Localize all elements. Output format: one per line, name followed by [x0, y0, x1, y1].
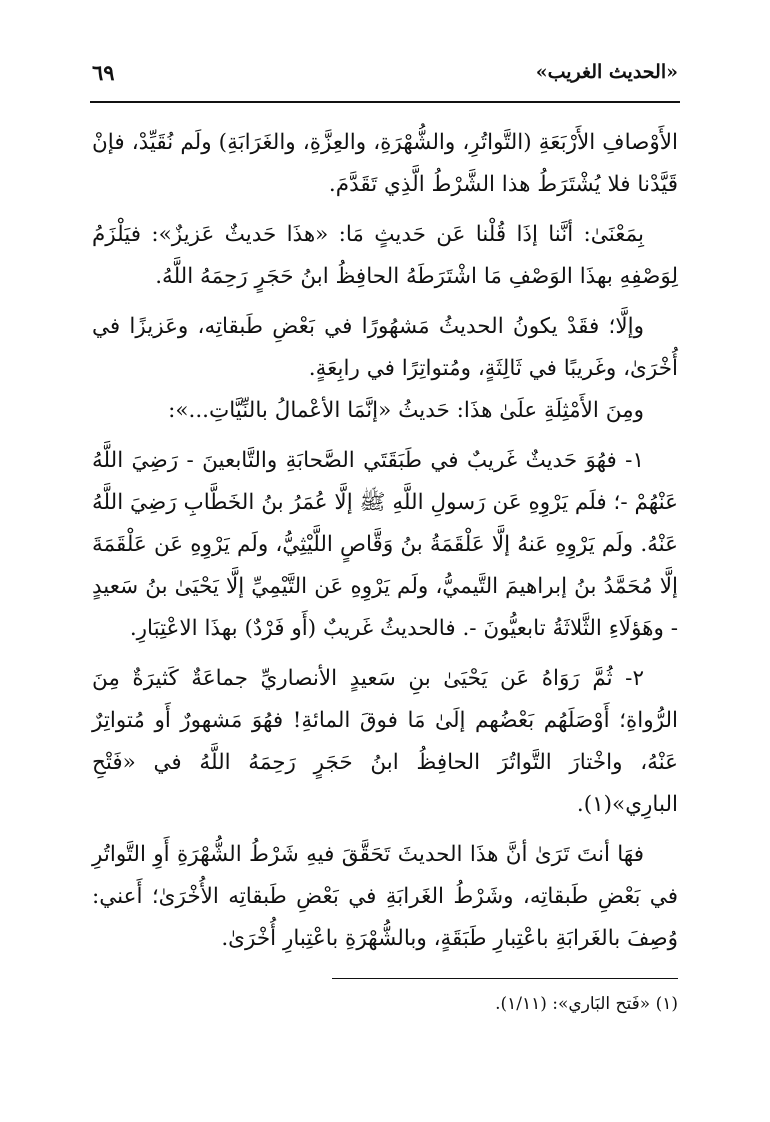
page-number: ٦٩: [92, 59, 115, 85]
header-rule: [90, 101, 680, 105]
paragraph: بِمَعْنَىٰ: أنَّنا إذَا قُلْنا عَن حَديثٍ مَا: «هذَا حَديثٌ عَزيزٌ»: فيَلْزَمُ لِوَصْفِهِ بهذَا الوَصْفِ مَا اشْتَرَطَهُ الحافِظُ ابنُ حَجَرٍ رَحِمَهُ اللَّهُ.: [92, 222, 678, 289]
footnote: (١) «فَتح البَاري»: (١/١١).: [495, 994, 678, 1014]
running-title: «الحديث الغريب»: [535, 61, 678, 83]
numbered-paragraph: ١- فهُوَ حَديثٌ غَريبٌ في طَبَقَتَي الصَّحابَةِ والتَّابعينَ - رَضِيَ اللَّهُ عَنْهُمْ -؛ فلَم يَرْوِهِ عَن رَسولِ اللَّهِ ﷺ إلَّا عُمَرُ بنُ الخَطَّابِ رَضِيَ اللَّهُ عَنْهُ. ولَم يَرْوِهِ عَنهُ إلَّا عَلْقَمَةُ بنُ وَقَّاصٍ اللَّيْثِيُّ، ولَم يَرْوِهِ عَن عَلْقَمَةَ إلَّا مُحَمَّدُ بنُ إبراهيمَ التَّيميُّ، ولَم يَرْوِهِ عَن التَّيْمِيِّ إلَّا يَحْيَىٰ بنُ سَعيدٍ - وهَؤلَاءِ الثَّلاثَةُ تابعيُّونَ -. فالحديثُ غَريبٌ (أَو فَرْدٌ) بهذَا الاعْتِبَارِ.: [92, 448, 678, 641]
paragraph: ومِنَ الأَمْثِلَةِ علَىٰ هذَا: حَديثُ «إنَّمَا الأعْمالُ بالنِّيَّاتِ...»:: [168, 398, 644, 423]
numbered-paragraph: ٢- ثُمَّ رَوَاهُ عَن يَحْيَىٰ بنِ سَعيدٍ الأنصاريِّ جماعَةٌ كَثيرَةٌ مِنَ الرُّواةِ؛ أَوْصَلَهُم بَعْضُهم إلَىٰ مَا فوقَ المائةِ! فهُوَ مَشهورٌ أَو مُتواتِرٌ عَنْهُ، واخْتارَ التَّواتُرَ الحافِظُ ابنُ حَجَرٍ رَحِمَهُ اللَّهُ في «فَتْحِ البارِي»(١).: [92, 666, 678, 817]
paragraph: فهَا أنتَ تَرَىٰ أنَّ هذَا الحديثَ تَحَقَّقَ فيهِ شَرْطُ الشُّهْرَةِ أَوِ التَّواتُرِ في بَعْضِ طَبقاتِه، وشَرْطُ الغَرابَةِ في بَعْضِ طَبقاتِه الأُخْرَىٰ؛ أَعني: وُصِفَ بالغَرابَةِ باعْتِبارِ طَبَقَةٍ، وبالشُّهْرَةِ باعْتِبارِ أُخْرَىٰ.: [92, 842, 678, 951]
page-body: [92, 122, 678, 960]
paragraph: وإلَّا؛ فقَدْ يكونُ الحديثُ مَشهُورًا في بَعْضِ طَبقاتِه، وعَزيزًا في أُخْرَىٰ، وغَريبًا في ثَالِثَةٍ، ومُتواتِرًا في رابِعَةٍ.: [92, 314, 678, 381]
footnote-rule: [332, 978, 678, 979]
page-header: [92, 52, 678, 92]
paragraph: الأَوْصافِ الأَرْبَعَةِ (التَّواتُرِ، والشُّهْرَةِ، والعِزَّةِ، والغَرَابَةِ) ولَم نُقَيِّدْ، فإنْ قَيَّدْنا فلا يُشْتَرَطُ هذا الشَّرْطُ الَّذِي تَقَدَّمَ.: [92, 130, 678, 197]
